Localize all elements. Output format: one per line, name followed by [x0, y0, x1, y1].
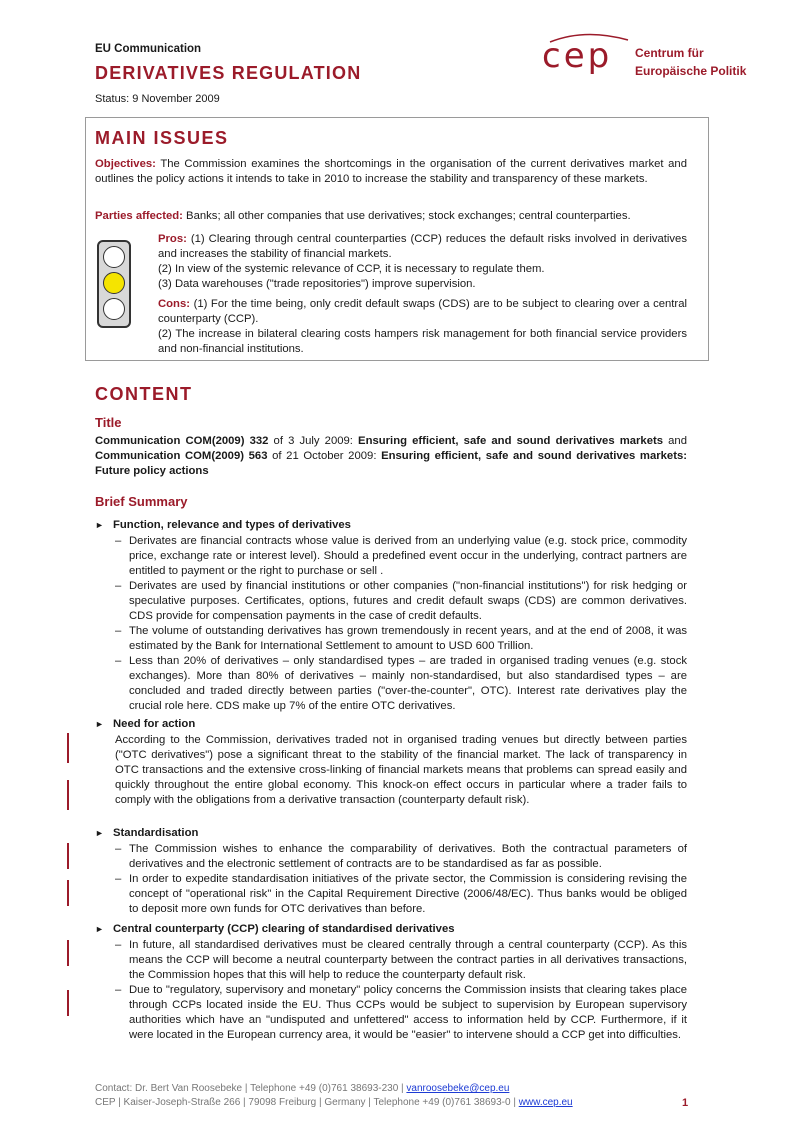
traffic-light-bottom-lamp — [103, 298, 125, 320]
cons-block — [158, 297, 687, 357]
title-com1: Communication COM(2009) 332 — [95, 435, 269, 447]
cons-item-1: (1) For the time being, only credit default swaps (CDS) are to be subject to clearing over a central counterparty (CCP). — [158, 298, 687, 325]
parties-label: Parties affected: — [95, 210, 183, 222]
org-name-line1: Centrum für — [635, 46, 704, 60]
pros-item-3: (3) Data warehouses ("trade repositories") improve supervision. — [158, 278, 476, 290]
page-number: 1 — [682, 1097, 689, 1109]
pros-item-1: (1) Clearing through central counterparties (CCP) reduces the default risks involved in derivatives and increases the stability of financial markets. — [158, 233, 687, 260]
footer-address: CEP | Kaiser-Joseph-Straße 266 | 79098 Freiburg | Germany | Telephone +49 (0)761 38693-0 | www.cep.eu — [95, 1097, 573, 1108]
margin-marker — [67, 843, 69, 869]
pros-block — [158, 232, 687, 292]
title-date2: of 21 October 2009: — [267, 450, 382, 462]
bullet-arrow-icon: ► — [95, 828, 104, 838]
footer-contact: Contact: Dr. Bert Van Roosebeke | Telephone +49 (0)761 38693-230 | vanroosebeke@cep.eu — [95, 1083, 510, 1094]
content-heading: CONTENT — [95, 384, 193, 404]
margin-marker — [67, 990, 69, 1016]
pros-item-2: (2) In view of the systemic relevance of CCP, it is necessary to regulate them. — [158, 263, 545, 275]
section-list — [115, 534, 687, 714]
title-name1: Ensuring efficient, safe and sound derivatives markets — [358, 435, 664, 447]
list-item: – In order to expedite standardisation initiatives of the private sector, the Commission is considering revising the concept of "operational risk" in the Capital Requirement Directive (2006/48/EC). Thus banks would be obliged to deposit more own funds for OTC derivatives than before. — [115, 873, 687, 915]
cons-item-2: (2) The increase in bilateral clearing costs hampers risk management for both financial service providers and non-financial institutions. — [158, 328, 687, 355]
traffic-light-middle-lamp — [103, 272, 125, 294]
bullet-arrow-icon: ► — [95, 924, 104, 934]
traffic-light-top-lamp — [103, 246, 125, 268]
margin-marker — [67, 780, 69, 810]
brief-summary-heading: Brief Summary — [95, 494, 188, 509]
objectives-label: Objectives: — [95, 158, 156, 170]
pros-label: Pros: — [158, 233, 187, 245]
need-for-action-paragraph: According to the Commission, derivatives traded not in organised trading venues but directly between parties ("OTC derivatives") pose a significant threat to the stability of the financial market. The lack of transparency in OTC transactions and the extensive cross-linking of financial markets means that problems can spread easily and quickly throughout the entire global economy. This knock-on effect occurs in particular where a trader fails to comply with the obligations from a derivative transaction (counterparty default risk). — [115, 734, 687, 806]
section-heading: ► Function, relevance and types of derivatives — [95, 519, 351, 531]
list-item: – The Commission wishes to enhance the comparability of derivatives. Both the contractual parameters of derivatives and the electronic settlement of contracts are to be standardised as far as possible. — [115, 843, 687, 870]
section-heading: ► Standardisation — [95, 827, 199, 839]
section-list — [115, 842, 687, 917]
margin-marker — [67, 733, 69, 763]
org-name-line2: Europäische Politik — [635, 64, 747, 78]
traffic-light-icon — [97, 240, 131, 328]
list-item: – Derivates are used by financial institutions or other companies ("non-financial institutions") for risk hedging or speculative purposes. Certificates, options, futures and credit default swaps (CDS) are common derivatives. CDS provide for compensation payments in the case of credit defaults. — [115, 580, 687, 622]
title-com2: Communication COM(2009) 563 — [95, 450, 268, 462]
objectives-text: The Commission examines the shortcomings in the organisation of the current derivatives market and outlines the policy actions it intends to take in 2010 to increase the stability and transparency of these markets. — [95, 158, 687, 185]
title-and: and — [663, 435, 688, 447]
contact-email-link[interactable]: vanroosebeke@cep.eu — [406, 1083, 510, 1094]
cons-label: Cons: — [158, 298, 191, 310]
objectives-paragraph — [95, 157, 687, 187]
list-item: – Less than 20% of derivatives – only standardised types – are traded in organised trading venues (e.g. stock exchanges). More than 80% of derivatives – mainly non-standardised, but also standardised types – are concluded and traded directly between parties ("over-the-counter", OTC). Interest rate derivatives play the crucial role here. CDS make up 7% of the entire OTC derivatives. — [115, 655, 687, 712]
title-heading: Title — [95, 415, 122, 430]
parties-paragraph — [95, 209, 687, 224]
margin-marker — [67, 880, 69, 906]
parties-text: Banks; all other companies that use derivatives; stock exchanges; central counterparties. — [182, 210, 631, 222]
title-name2: Ensuring efficient, safe and sound derivatives markets: Future policy actions — [95, 450, 687, 477]
section-heading: ► Central counterparty (CCP) clearing of standardised derivatives — [95, 923, 455, 935]
website-link[interactable]: www.cep.eu — [518, 1097, 573, 1108]
list-item: – Due to "regulatory, supervisory and monetary" policy concerns the Commission insists that clearing takes place through CCPs located inside the EU. Thus CCPs would be subject to supervision by European supervisory authorities which have an "undisputed and unfettered" access to information held by CCP. Furthermore, if it were located in the European currency area, it would be "easier" to intervene should a CCP get into difficulties. — [115, 984, 687, 1041]
page-title: DERIVATIVES REGULATION — [95, 63, 362, 83]
title-paragraph — [95, 434, 687, 479]
list-item: – The volume of outstanding derivatives has grown tremendously in recent years, and at the end of 2008, it was estimated by the Bank for International Settlement to amount to USD 600 Trillion. — [115, 625, 687, 652]
bullet-arrow-icon: ► — [95, 719, 104, 729]
list-item: – Derivates are financial contracts whose value is derived from an underlying value (e.g. stock price, commodity price, exchange rate or interest level). Should a predefined event occur in the underlying, contract partners are entitled to payment or the right to purchase or sell . — [115, 535, 687, 577]
section-heading: ► Need for action — [95, 718, 196, 730]
org-name — [635, 44, 746, 80]
bullet-arrow-icon: ► — [95, 520, 104, 530]
cep-logo — [530, 30, 640, 84]
logo-text: cep — [542, 36, 613, 76]
section-list — [115, 938, 687, 1043]
document-kicker: EU Communication — [95, 43, 202, 55]
margin-marker — [67, 940, 69, 966]
status-date: Status: 9 November 2009 — [95, 93, 220, 105]
list-item: – In future, all standardised derivatives must be cleared centrally through a central counterparty (CCP). As this means the CCP will become a neutral counterparty between the contract parties in all derivatives transactions, the Commission hopes that this will help to reduce the counterparty default risk. — [115, 939, 687, 981]
main-issues-heading: MAIN ISSUES — [95, 128, 229, 148]
title-date1: of 3 July 2009: — [268, 435, 359, 447]
